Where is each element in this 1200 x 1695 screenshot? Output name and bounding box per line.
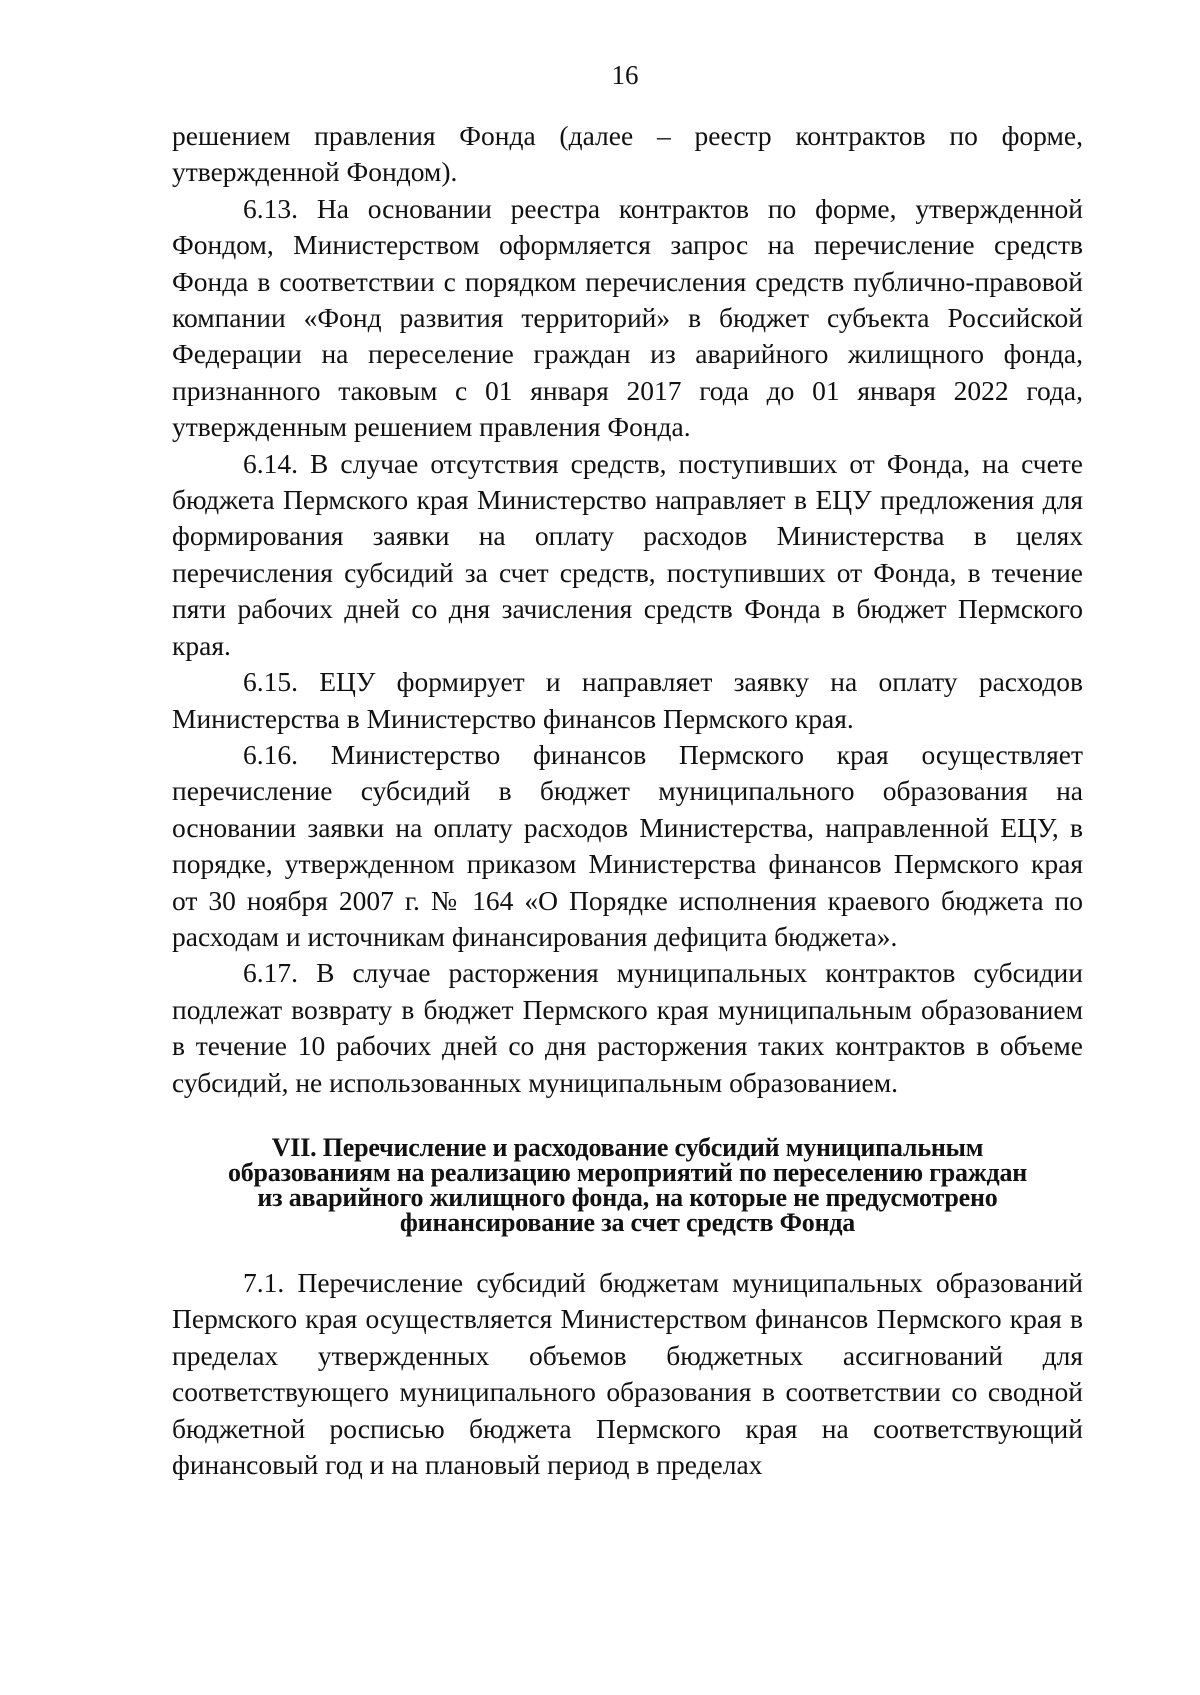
paragraph-6-14: 6.14. В случае отсутствия средств, поступивших от Фонда, на счете бюджета Пермского края Министерство направляет в ЕЦУ предложения для формирования заявки на оплату расходов Министерства в целях перечисления субсидий за счет средств, поступивших от Фонда, в течение пяти рабочих дней со дня зачисления средств Фонда в бюджет Пермского края. bbox=[172, 447, 1083, 661]
section-heading-line: образованиям на реализацию мероприятий по переселению граждан bbox=[227, 1157, 1028, 1187]
paragraph-continuation: решением правления Фонда (далее – реестр контрактов по форме, утвержденной Фондом). bbox=[172, 120, 1083, 188]
section-heading-line: из аварийного жилищного фонда, на которые не предусмотрено bbox=[257, 1182, 998, 1212]
paragraph-6-15: 6.15. ЕЦУ формирует и направляет заявку на оплату расходов Министерства в Министерство финансов Пермского края. bbox=[172, 666, 1083, 734]
paragraph-6-13: 6.13. На основании реестра контрактов по форме, утвержденной Фондом, Министерством оформляется запрос на перечисление средств Фонда в соответствии с порядком перечисления средств публично-правовой компании «Фонд развития территорий» в бюджет субъекта Российской Федерации на переселение граждан из аварийного жилищного фонда, признанного таковым с 01 января 2017 года до 01 января 2022 года, утвержденным решением правления Фонда. bbox=[172, 192, 1083, 443]
section-heading-line: финансирование за счет средств Фонда bbox=[399, 1207, 856, 1237]
paragraph-6-16: 6.16. Министерство финансов Пермского края осуществляет перечисление субсидий в бюджет муниципального образования на основании заявки на оплату расходов Министерства, направленной ЕЦУ, в порядке, утвержденном приказом Министерства финансов Пермского края от 30 ноября 2007 г. № 164 «О Порядке исполнения краевого бюджета по расходам и источникам финансирования дефицита бюджета». bbox=[172, 738, 1083, 952]
section-heading-line: VII. Перечисление и расходование субсидий муниципальным bbox=[271, 1132, 984, 1162]
page-number: 16 bbox=[611, 60, 639, 90]
section-heading bbox=[172, 1132, 1083, 1237]
paragraph-6-17: 6.17. В случае расторжения муниципальных контрактов субсидии подлежат возврату в бюджет Пермского края муниципальным образованием в течение 10 рабочих дней со дня расторжения таких контрактов в объеме субсидий, не использованных муниципальным образованием. bbox=[172, 957, 1083, 1098]
document-body bbox=[172, 118, 1083, 1483]
paragraph-7-1: 7.1. Перечисление субсидий бюджетам муниципальных образований Пермского края осуществляется Министерством финансов Пермского края в пределах утвержденных объемов бюджетных ассигнований для соответствующего муниципального образования в соответствии со сводной бюджетной росписью бюджета Пермского края на соответствующий финансовый год и на плановый период в пределах bbox=[172, 1266, 1083, 1480]
